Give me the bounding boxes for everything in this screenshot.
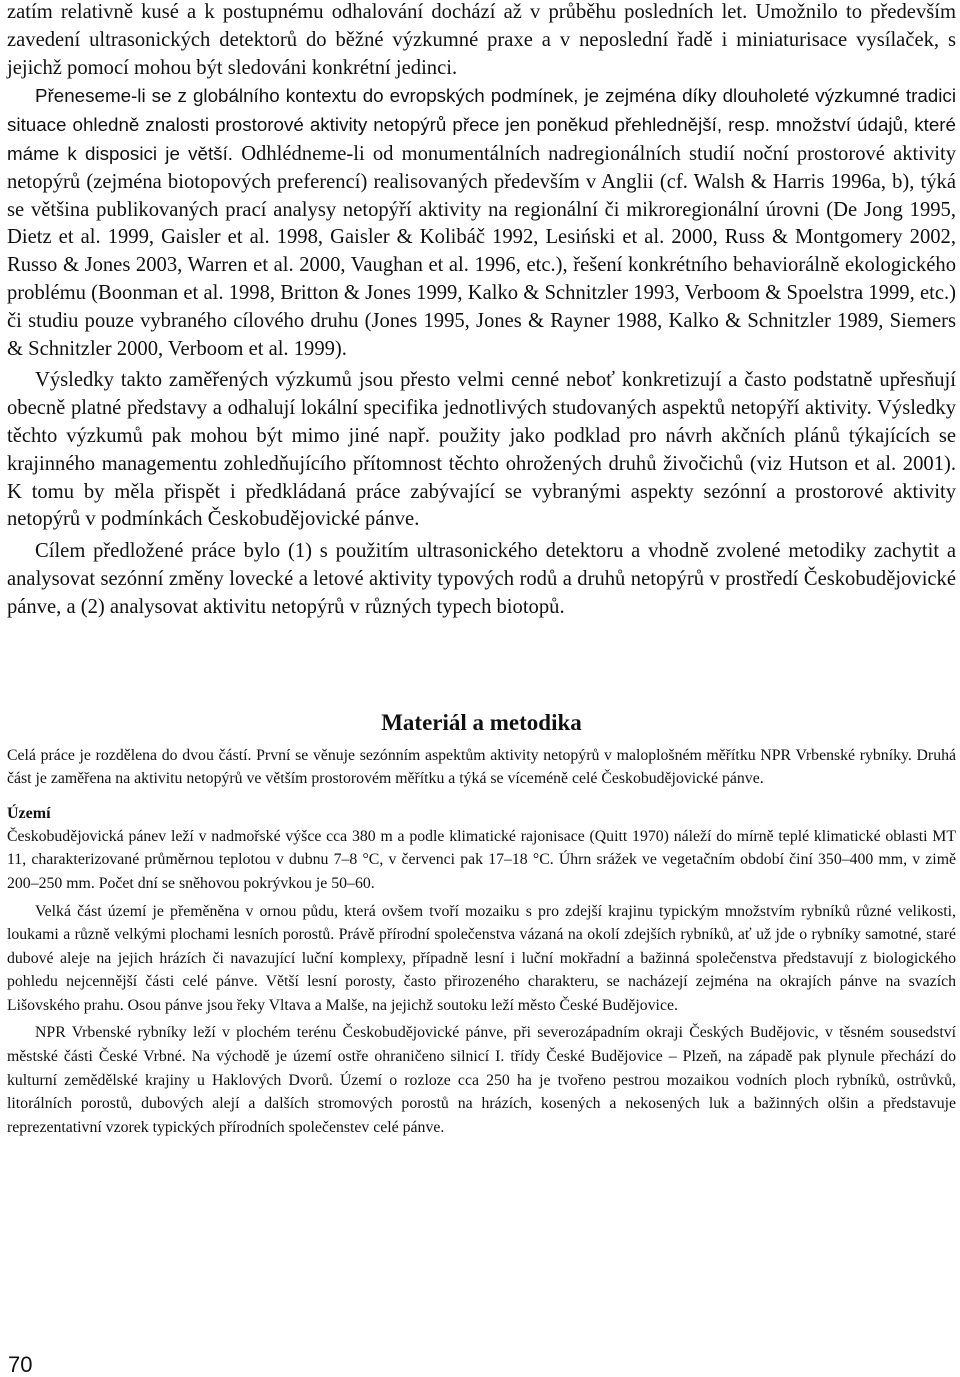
territory-climate-paragraph: Českobudějovická pánev leží v nadmořské výšce cca 380 m a podle klimatické rajonisace (Quitt 1970) náleží do mírně teplé klimatické oblasti MT 11, charakterizované průměrnou teplotou v dubnu 7–8 °C, v červenci pak 17–18 °C. Úhrn srážek ve vegetačním období činí 350–400 mm, v zimě 200–250 mm. Počet dní se sněhovou pokrývkou je 50–60. xyxy=(7,827,956,892)
paragraph-european-context-sans: Přeneseme-li se z globálního kontextu do evropských podmínek, je zejména díky dlouholeté výzkumné tradici situace ohledně znalosti prostorové aktivity netopýrů přece jen poněkud přehlednější, resp. množství údajů, které máme k disposici je větší. xyxy=(7,85,956,164)
territory-npr-paragraph: NPR Vrbenské rybníky leží v plochém terénu Českobudějovické pánve, při severozápadním okraji Českých Budějovic, v těsném sousedství městské části České Vrbné. Na východě je území ostře ohraničeno silnicí I. třídy České Budějovice – Plzeň, na západě pak plynule přechází do kulturní zemědělské krajiny u Haklových Dvorů. Území o rozloze cca 250 ha je tvořeno pestrou mozaikou vodních ploch rybníků, ostrůvků, litorálních porostů, dubových alejí a dalších stromových porostů na hrázích, kosených a nekosených luk a bažinných olšin a představuje reprezentativní vzorek typických přírodních společenstev celé pánve. xyxy=(7,1024,956,1136)
page-body xyxy=(7,0,956,1139)
section-title: Materiál a metodika xyxy=(381,709,582,735)
page-number: 70 xyxy=(8,1352,33,1377)
section-intro: Celá práce je rozdělena do dvou částí. První se věnuje sezónním aspektům aktivity netopýrů v maloplošném měřítku NPR Vrbenské rybníky. Druhá část je zaměřena na aktivitu netopýrů ve větším prostorovém měřítku a týká se víceméně celé Českobudějovické pánve. xyxy=(7,746,956,788)
paragraph-european-context xyxy=(7,82,956,363)
territory-landscape-paragraph: Velká část území je přeměněna v ornou půdu, která ovšem tvoří mozaiku s pro zdejší krajinu typickým množstvím rybníků různé velikosti, loukami a různě velkými plochami lesních porostů. Právě přírodní společenstva vázaná na okolí zdejších rybníků, ať už jde o rybníky samotné, staré dubové aleje na jejich hrázích či navazující luční komplexy, případně lesní i luční mokřadní a bažinná společenstva představují z biologického pohledu nejcennější části celé pánve. Větší lesní porosty, často přirozeného charakteru, se nacházejí zejména na okrajích pánve na svazích Lišovského prahu. Osou pánve jsou řeky Vltava a Malše, na jejichž soutoku leží město České Budějovice. xyxy=(7,902,956,1014)
subsection-title: Území xyxy=(7,804,51,822)
paragraph-intro-continuation: zatím relativně kusé a k postupnému odhalování dochází až v průběhu posledních let. Umožnilo to především zavedení ultrasonických detektorů do běžné výzkumné praxe a v neposlední řadě i miniaturisace vysílaček, s jejichž pomocí mohou být sledováni konkrétní jedinci. xyxy=(7,1,956,79)
paragraph-study-aims: Cílem předložené práce bylo (1) s použitím ultrasonického detektoru a vhodně zvolené metodiky zachytit a analysovat sezónní změny lovecké a letové aktivity typových rodů a druhů netopýrů v prostředí Českobudějovické pánve, a (2) analysovat aktivitu netopýrů v různých typech biotopů. xyxy=(7,540,956,618)
paragraph-results-value: Výsledky takto zaměřených výzkumů jsou přesto velmi cenné neboť konkretizují a často podstatně upřesňují obecně platné představy a odhalují lokální specifika jednotlivých studovaných aspektů netopýří aktivity. Výsledky těchto výzkumů pak mohou být mimo jiné např. použity jako podklad pro návrh akčních plánů týkajících se krajinného managementu zohledňujícího přítomnost těchto ohrožených druhů živočichů (viz Hutson et al. 2001). K tomu by měla přispět i předkládaná práce zabývající se vybranými aspekty sezónní a prostorové aktivity netopýrů v podmínkách Českobudějovické pánve. xyxy=(7,369,956,531)
paragraph-european-context-continuation: Odhlédneme-li od monumentálních nadregionálních studií noční prostorové aktivity netopýrů (zejména biotopových preferencí) realisovaných především v Anglii (cf. Walsh & Harris 1996a, b), týká se většina publikovaných prací analysy netopýří aktivity na regionální či mikroregionální úrovni (De Jong 1995, Dietz et al. 1999, Gaisler et al. 1998, Gaisler & Kolibáč 1992, Lesiński et al. 2000, Russ & Montgomery 2002, Russo & Jones 2003, Warren et al. 2000, Vaughan et al. 1996, etc.), řešení konkrétního behaviorálně ekologického problému (Boonman et al. 1998, Britton & Jones 1999, Kalko & Schnitzler 1993, Verboom & Spoelstra 1999, etc.) či studiu pouze vybraného cílového druhu (Jones 1995, Jones & Rayner 1988, Kalko & Schnitzler 1989, Siemers & Schnitzler 2000, Verboom et al. 1999). xyxy=(7,142,957,360)
